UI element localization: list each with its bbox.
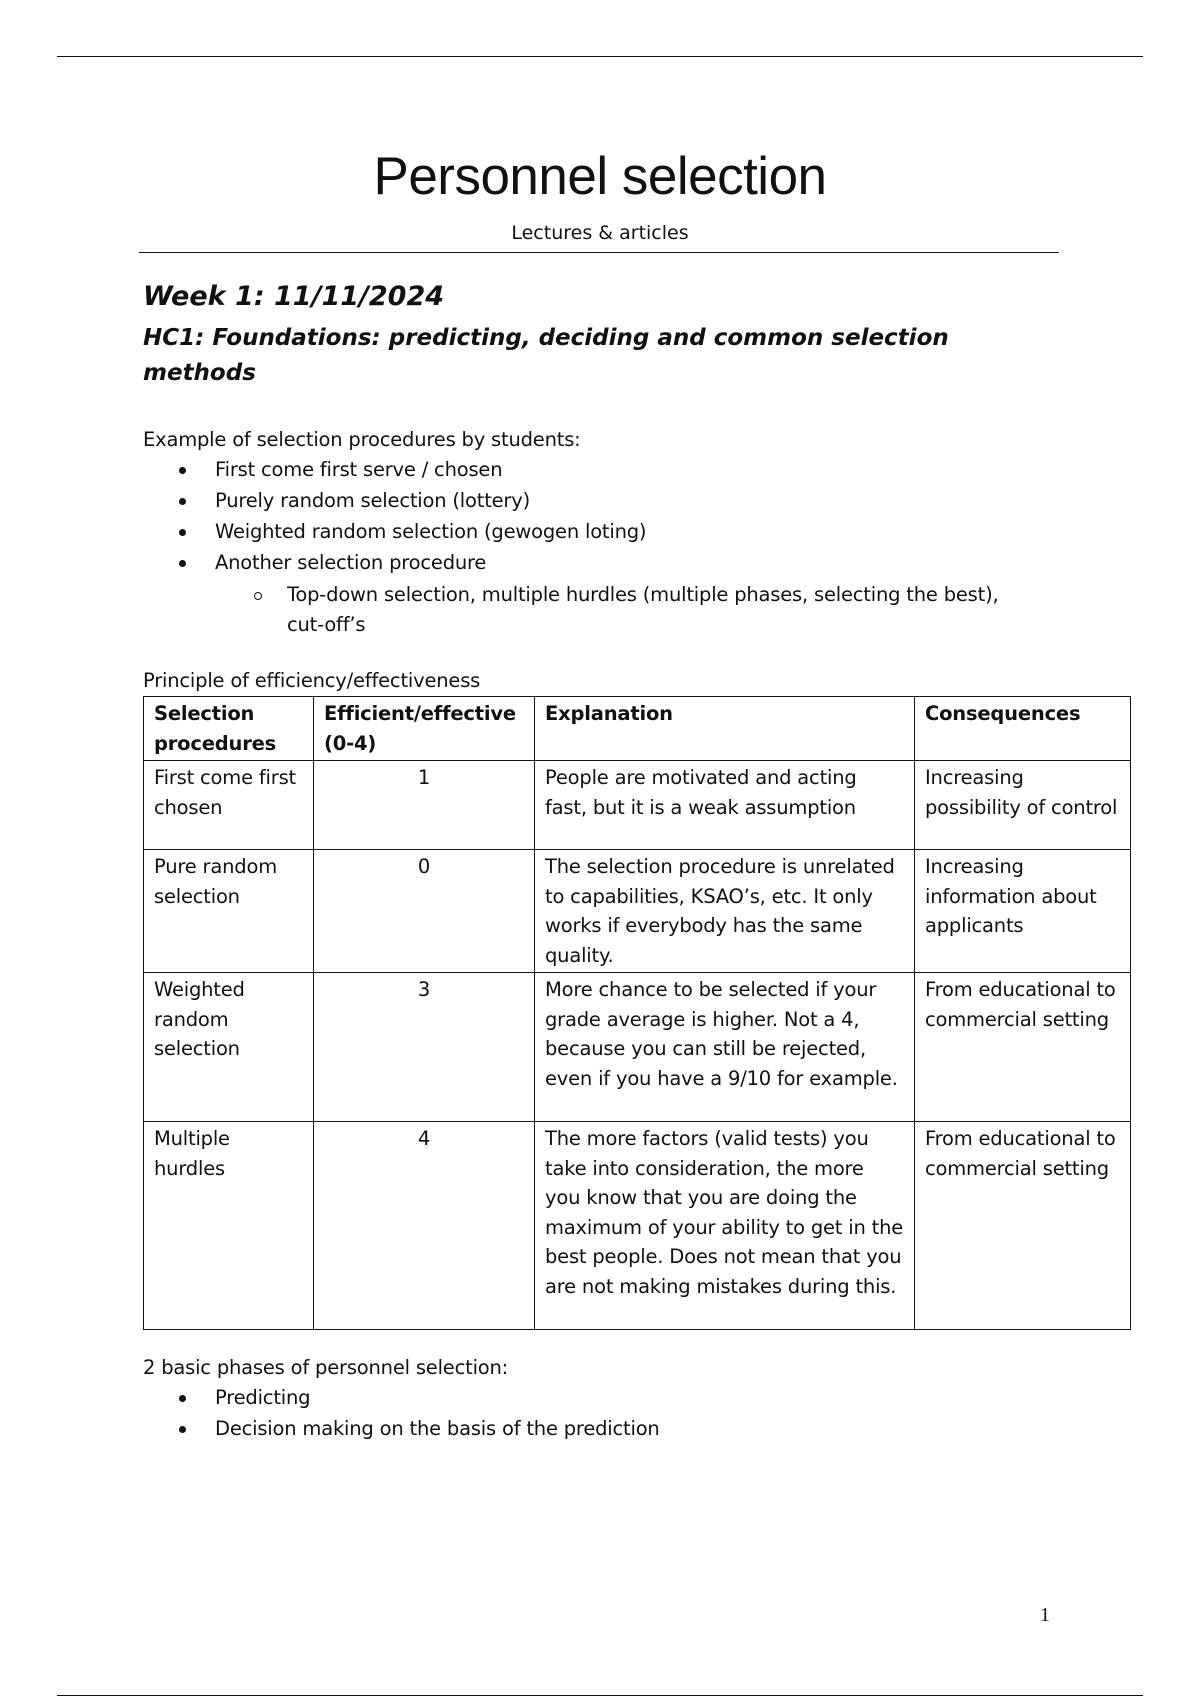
table-row	[144, 761, 1131, 850]
cell-explanation: More chance to be selected if your grade average is higher. Not a 4, because you can still be rejected, even if you have a 9/10 for example.	[535, 973, 915, 1122]
cell-score: 0	[314, 850, 535, 973]
document-subtitle: Lectures & articles	[511, 222, 689, 244]
table-row	[144, 1122, 1131, 1330]
table-row	[144, 850, 1131, 973]
header-selection-procedures: Selection procedures	[144, 697, 314, 761]
header-consequences: Consequences	[915, 697, 1131, 761]
cell-procedure: Multiple hurdles	[144, 1122, 314, 1330]
cell-score: 4	[314, 1122, 535, 1330]
cell-explanation: The selection procedure is unrelated to capabilities, KSAO’s, etc. It only works if everybody has the same quality.	[535, 850, 915, 973]
bullet-dot-icon	[179, 560, 186, 567]
bullet-dot-icon	[179, 1395, 186, 1402]
procedure-list	[143, 454, 646, 578]
page-top-rule	[57, 56, 1143, 57]
lecture-heading: HC1: Foundations: predicting, deciding and common selection methods	[143, 325, 949, 386]
cell-consequences: From educational to commercial setting	[915, 1122, 1131, 1330]
hollow-bullet-icon	[254, 592, 262, 600]
list-item: Predicting	[143, 1382, 660, 1413]
table-row	[144, 973, 1131, 1122]
phases-intro: 2 basic phases of personnel selection:	[143, 1356, 509, 1379]
document-title: Personnel selection	[373, 147, 827, 206]
cell-score: 1	[314, 761, 535, 850]
table-header-row	[144, 697, 1131, 761]
table-caption: Principle of efficiency/effectiveness	[143, 669, 481, 692]
efficiency-table	[143, 696, 1131, 1330]
cell-explanation: The more factors (valid tests) you take into consideration, the more you know that you are doing the maximum of your ability to get in the best people. Does not mean that you are not making mistakes during this.	[535, 1122, 915, 1330]
list-item: Weighted random selection (gewogen loting)	[143, 516, 646, 547]
title-underline	[139, 252, 1059, 253]
bullet-dot-icon	[179, 529, 186, 536]
list-item: Purely random selection (lottery)	[143, 485, 646, 516]
header-explanation: Explanation	[535, 697, 915, 761]
cell-procedure: Pure random selection	[144, 850, 314, 973]
cell-consequences: Increasing information about applicants	[915, 850, 1131, 973]
week-heading: Week 1: 11/11/2024	[143, 281, 445, 312]
header-efficient-effective: Efficient/effective (0-4)	[314, 697, 535, 761]
phases-list	[143, 1382, 660, 1444]
bullet-dot-icon	[179, 498, 186, 505]
list-item: Another selection procedure	[143, 547, 646, 578]
page-bottom-rule	[57, 1695, 1143, 1696]
sub-list-item: Top-down selection, multiple hurdles (multiple phases, selecting the best), cut-off’s	[287, 580, 1027, 640]
bullet-dot-icon	[179, 1426, 186, 1433]
cell-score: 3	[314, 973, 535, 1122]
cell-consequences: From educational to commercial setting	[915, 973, 1131, 1122]
cell-procedure: First come first chosen	[144, 761, 314, 850]
bullet-dot-icon	[179, 467, 186, 474]
cell-explanation: People are motivated and acting fast, but it is a weak assumption	[535, 761, 915, 850]
page-number: 1	[1040, 1604, 1050, 1626]
list-item: First come first serve / chosen	[143, 454, 646, 485]
cell-consequences: Increasing possibility of control	[915, 761, 1131, 850]
cell-procedure: Weighted random selection	[144, 973, 314, 1122]
list-item: Decision making on the basis of the prediction	[143, 1413, 660, 1444]
intro-paragraph: Example of selection procedures by students:	[143, 428, 581, 451]
